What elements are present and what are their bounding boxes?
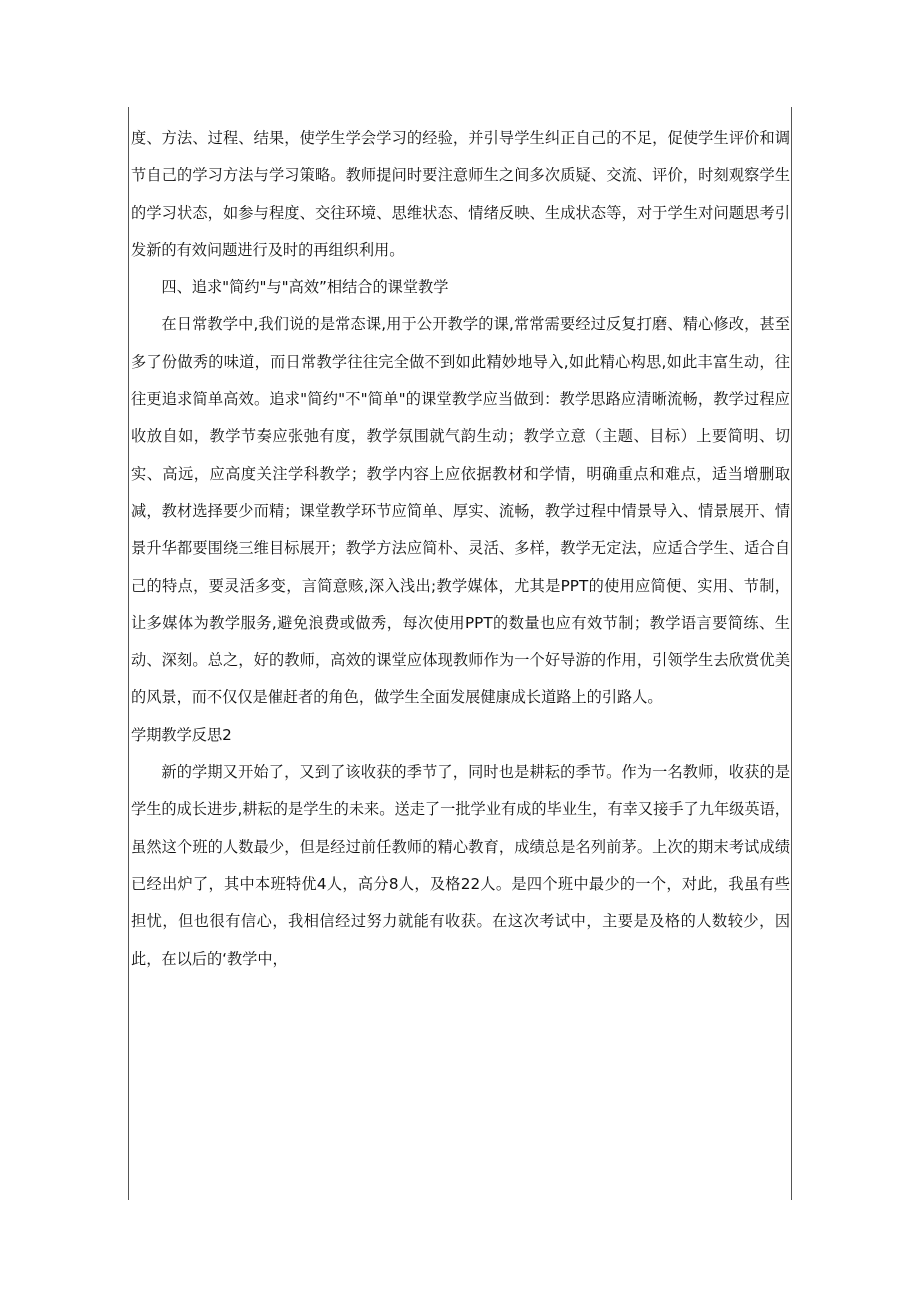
document-title: 学期教学反思2 [131,725,232,744]
paragraph-new-semester: 新的学期又开始了，又到了该收获的季节了，同时也是耕耘的季节。作为一名教师，收获的是学生的成长进步,耕耘的是学生的未来。送走了一批学业有成的毕业生，有幸又接手了九年级英语，虽然这个班的人数最少，但是经过前任教师的精心教育，成绩总是名列前茅。上次的期末考试成绩已经出炉了，其中本班特优4人，高分8人，及格22人。是四个班中最少的一个，对此，我虽有些担忧，但也很有信心，我相信经过努力就能有收获。在这次考试中，主要是及格的人数较少，因此，在以后的‘教学中， [131,763,790,968]
left-border-line [128,107,129,1200]
right-border-line [791,107,792,1200]
document-body [131,120,790,1200]
paragraph-simplicity-efficiency: 在日常教学中,我们说的是常态课,用于公开教学的课,常常需要经过反复打磨、精心修改，甚至多了份做秀的味道，而日常教学往往完全做不到如此精妙地导入,如此精心构思,如此丰富生动，往往更追求简单高效。追求"简约"不"简单"的课堂教学应当做到：教学思路应清晰流畅，教学过程应收放自如，教学节奏应张弛有度，教学氛围就气韵生动；教学立意（主题、目标）上要简明、切实、高远，应高度关注学科教学；教学内容上应依据教材和学情，明确重点和难点，适当增删取减，教材选择要少而精；课堂教学环节应简单、厚实、流畅，教学过程中情景导入、情景展开、情景升华都要围绕三维目标展开；教学方法应简朴、灵活、多样，教学无定法，应适合学生、适合自己的特点，要灵活多变，言简意赅,深入浅出;教学媒体，尤其是PPT的使用应简便、实用、节制，让多媒体为教学服务,避免浪费或做秀，每次使用PPT的数量也应有效节制；教学语言要简练、生动、深刻。总之，好的教师，高效的课堂应体现教师作为一个好导游的作用，引领学生去欣赏优美的风景，而不仅仅是催赶者的角色，做学生全面发展健康成长道路上的引路人。 [131,315,790,707]
section-heading: 四、追求"简约"与"高效”相结合的课堂教学 [161,278,449,297]
paragraph-continuation: 度、方法、过程、结果，使学生学会学习的经验，并引导学生纠正自己的不足，促使学生评价和调节自己的学习方法与学习策略。教师提问时要注意师生之间多次质疑、交流、评价，时刻观察学生的学习状态，如参与程度、交往环境、思维状态、情绪反映、生成状态等，对于学生对问题思考引发新的有效问题进行及时的再组织利用。 [131,129,790,259]
